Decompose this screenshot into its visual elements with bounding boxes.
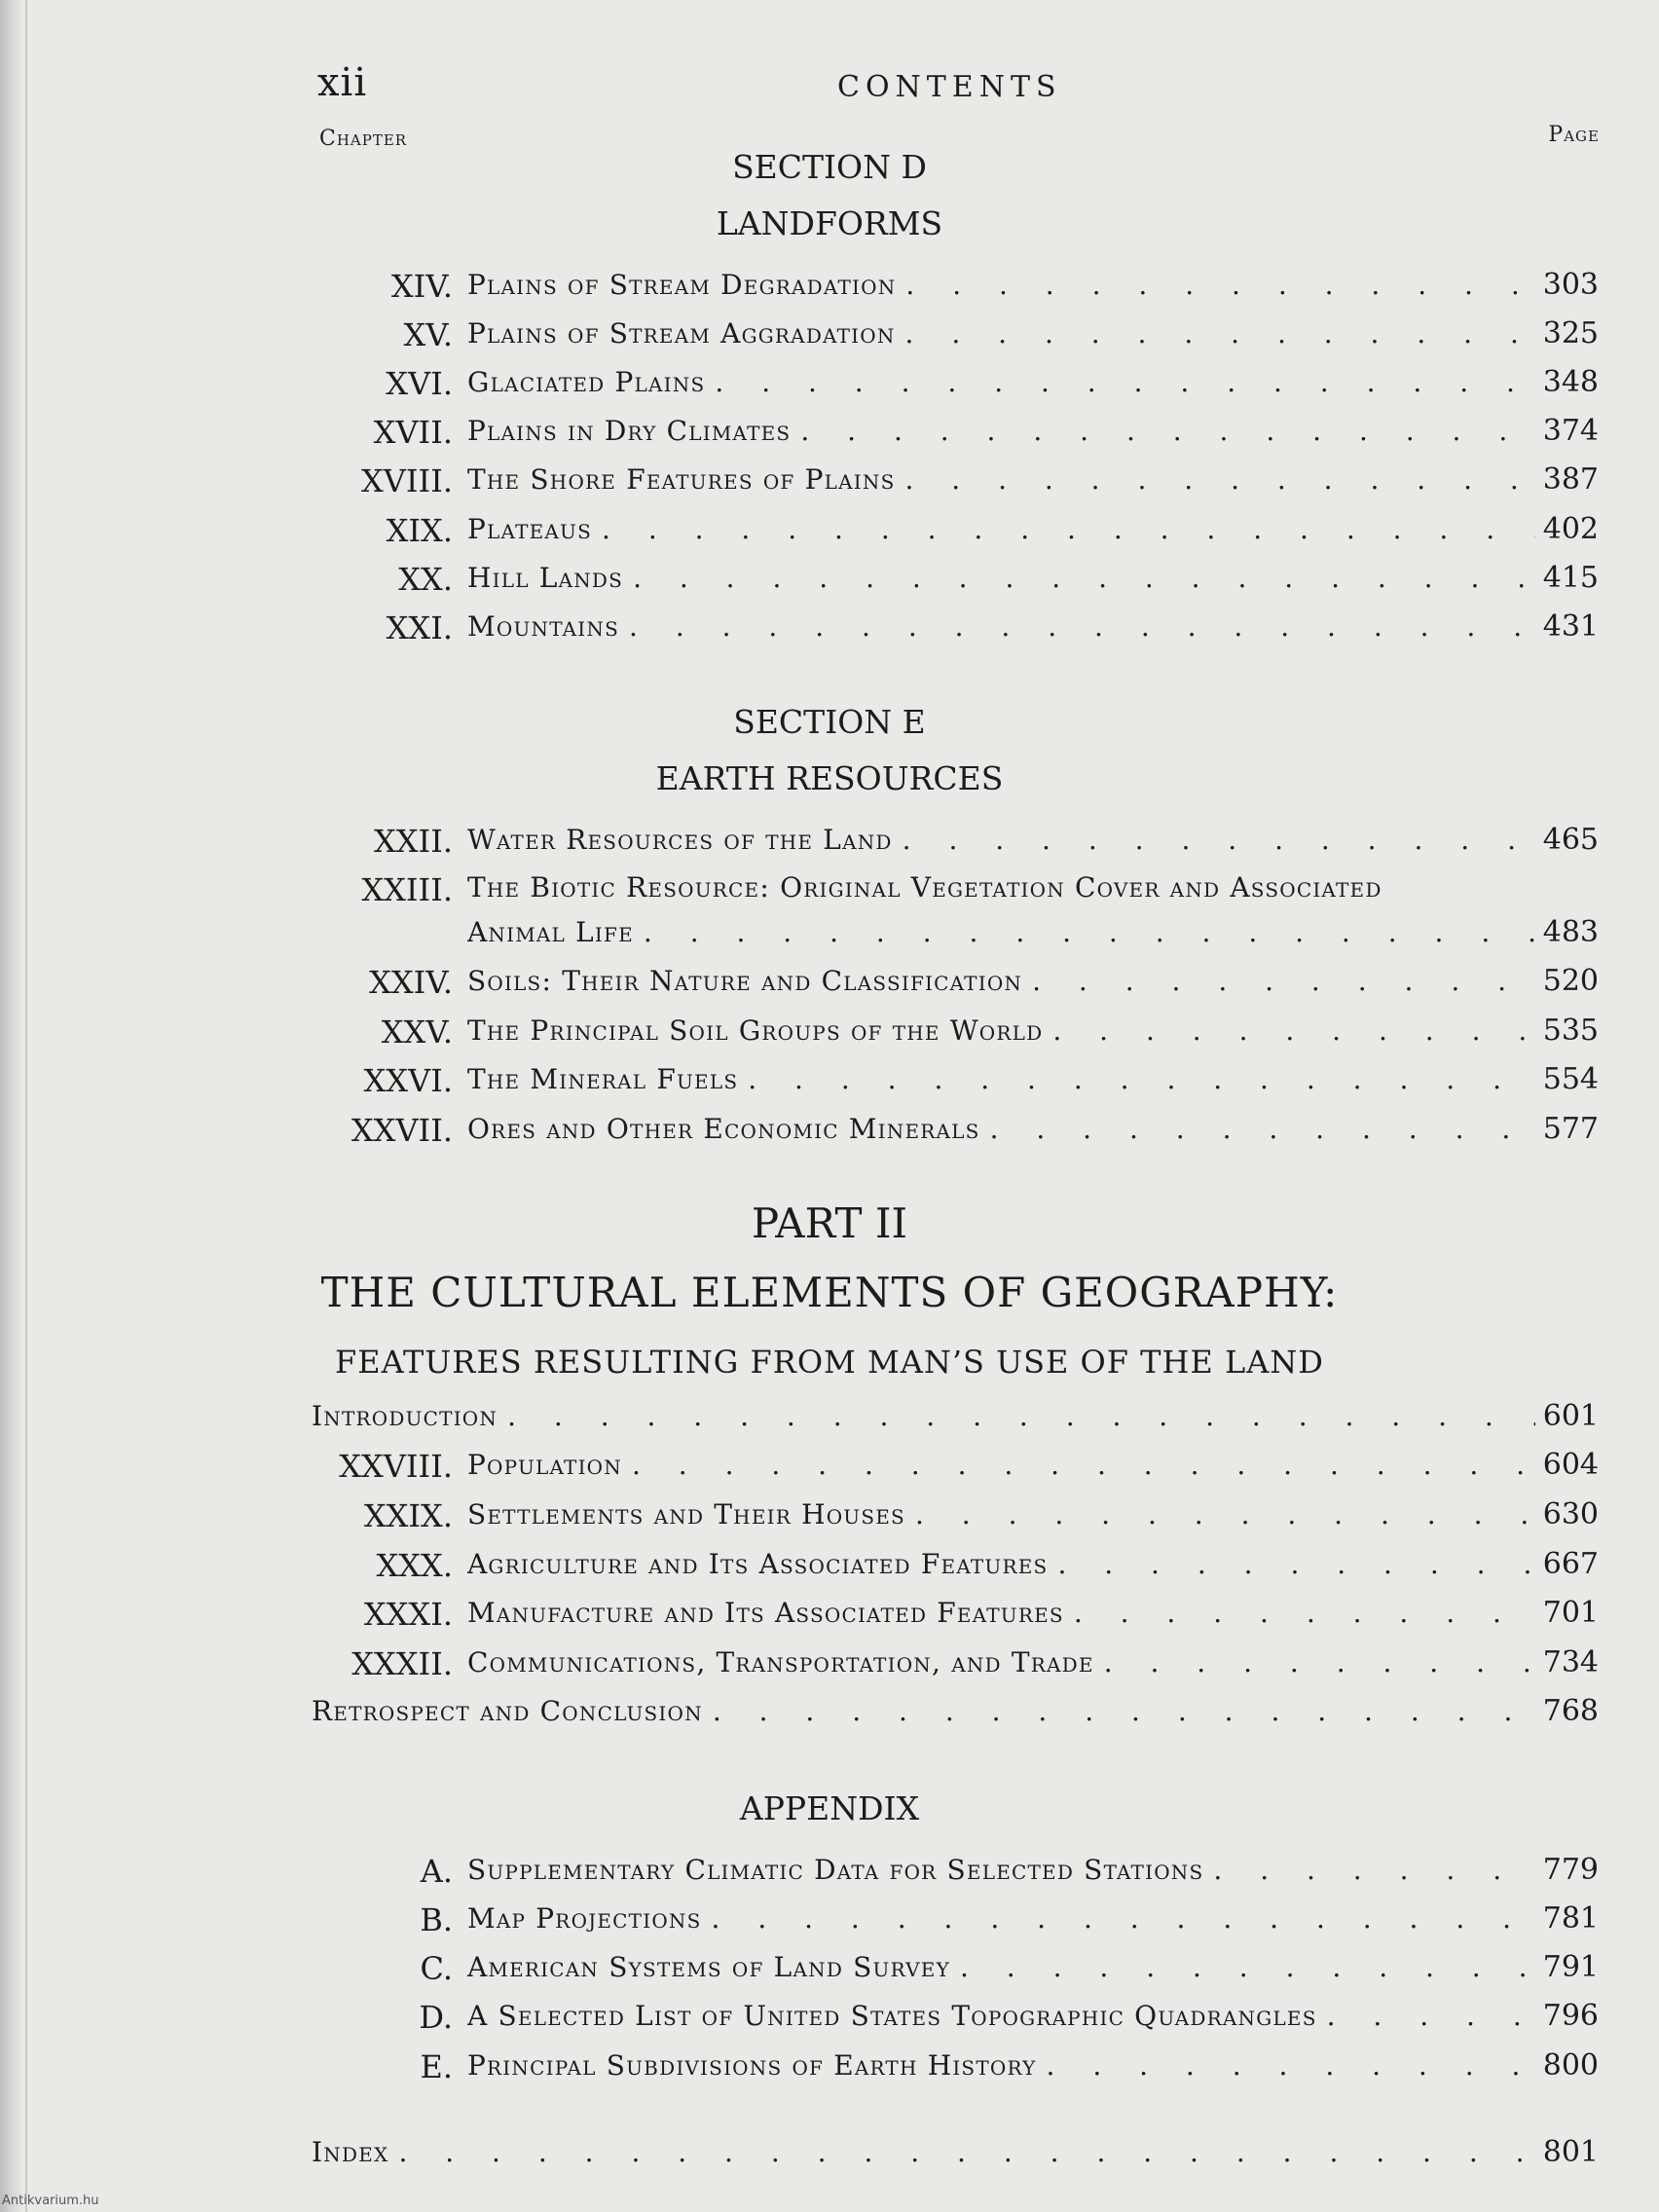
appendix-title: A Selected List of United States Topographic Quadrangles [467, 2000, 1317, 2032]
toc-entry[interactable] [0, 1645, 1659, 1688]
appendix-title: Principal Subdivisions of Earth History [467, 2049, 1037, 2082]
chapter-title: Soils: Their Nature and Classification [467, 965, 1023, 997]
leader-dots [1032, 965, 1535, 997]
toc-entry[interactable] [0, 871, 1659, 914]
chapter-title: Plateaus [467, 513, 593, 545]
chapter-number: XXVII. [350, 1112, 453, 1149]
page-ref: 630 [1542, 1497, 1599, 1531]
chapter-title: Agriculture and Its Associated Features [467, 1548, 1049, 1580]
page-column-label: Page [1548, 123, 1600, 147]
page-ref: 387 [1542, 462, 1599, 497]
chapter-title: Settlements and Their Houses [467, 1498, 905, 1530]
page-ref: 781 [1542, 1901, 1599, 1936]
chapter-title: Mountains [467, 610, 620, 643]
toc-entry[interactable] [0, 2048, 1659, 2091]
chapter-number: XXIII. [361, 871, 453, 908]
chapter-number: XXIV. [369, 964, 453, 1001]
leader-dots [712, 1902, 1535, 1935]
section-d-title: LANDFORMS [716, 204, 943, 242]
leader-dots [903, 824, 1535, 856]
chapter-number: XXV. [381, 1014, 453, 1051]
appendix-letter: E. [420, 2048, 453, 2085]
appendix-letter: D. [419, 1999, 453, 2036]
chapter-title: Plains of Stream Degradation [467, 269, 897, 301]
page-ref: 601 [1542, 1399, 1599, 1433]
leader-dots [715, 366, 1534, 398]
leader-dots [1327, 2000, 1535, 2032]
appendix-letter: A. [420, 1853, 453, 1890]
chapter-title: Communications, Transportation, and Trade [467, 1646, 1094, 1678]
page-ref: 604 [1542, 1448, 1599, 1482]
chapter-number: XXVI. [363, 1062, 453, 1099]
page-ref: 348 [1542, 365, 1599, 399]
chapter-number: XXI. [386, 609, 453, 646]
chapter-column-label: Chapter [319, 127, 408, 151]
toc-entry[interactable] [0, 561, 1659, 604]
toc-entry-introduction[interactable] [0, 1399, 1659, 1442]
leader-dots [713, 1695, 1535, 1727]
toc-entry[interactable] [0, 1596, 1659, 1639]
watermark: Antikvarium.hu [2, 2194, 99, 2208]
chapter-number: XIV. [390, 268, 453, 305]
toc-entry[interactable] [0, 268, 1659, 311]
chapter-number: XXII. [373, 823, 453, 860]
running-head: CONTENTS [837, 70, 1062, 104]
leader-dots [1052, 1014, 1534, 1047]
leader-dots [800, 415, 1534, 447]
part-ii-subtitle: FEATURES RESULTING FROM MAN’S USE OF THE LAND [335, 1344, 1324, 1381]
toc-entry[interactable] [0, 365, 1659, 408]
leader-dots [507, 1400, 1535, 1432]
leader-dots [632, 1449, 1535, 1481]
chapter-number: XVI. [386, 365, 453, 402]
chapter-number: XXXI. [363, 1596, 453, 1633]
toc-entry[interactable] [0, 609, 1659, 652]
toc-entry-retrospect[interactable] [0, 1694, 1659, 1737]
chapter-title: Plains in Dry Climates [467, 415, 792, 447]
page-ref: 374 [1542, 414, 1599, 448]
index-title: Index [312, 2136, 389, 2168]
part-ii-heading: PART II [751, 1199, 908, 1247]
part-ii-title: THE CULTURAL ELEMENTS OF GEOGRAPHY: [320, 1269, 1339, 1316]
page-ref: 791 [1542, 1950, 1599, 1984]
page-ref: 577 [1542, 1112, 1599, 1146]
chapter-title: Water Resources of the Land [467, 824, 893, 856]
chapter-title-line1: The Biotic Resource: Original Vegetation Cover and Associated [467, 871, 1382, 903]
toc-entry[interactable] [0, 964, 1659, 1007]
page-ref: 431 [1542, 609, 1599, 644]
page-ref: 801 [1542, 2135, 1599, 2169]
chapter-title: The Shore Features of Plains [467, 463, 896, 496]
chapter-number: XXXII. [351, 1645, 453, 1682]
leader-dots [748, 1063, 1534, 1095]
toc-entry[interactable] [0, 823, 1659, 866]
toc-entry[interactable] [0, 512, 1659, 555]
leader-dots [644, 916, 1535, 948]
chapter-title: Hill Lands [467, 562, 624, 594]
leader-dots [960, 1951, 1535, 1983]
toc-entry[interactable] [0, 462, 1659, 505]
page-ref: 483 [1542, 915, 1599, 949]
toc-entry[interactable] [0, 1448, 1659, 1491]
chapter-title: Animal Life [467, 916, 634, 948]
toc-entry[interactable] [0, 1853, 1659, 1896]
chapter-title: Population [467, 1449, 622, 1481]
leader-dots [905, 317, 1535, 350]
toc-entry[interactable] [0, 1112, 1659, 1155]
appendix-title: Supplementary Climatic Data for Selected Stations [467, 1854, 1204, 1886]
toc-entry[interactable] [0, 1950, 1659, 1993]
page-number: xii [317, 60, 368, 105]
leader-dots [1213, 1854, 1534, 1886]
leader-dots [990, 1113, 1535, 1145]
toc-entry[interactable] [0, 1999, 1659, 2042]
chapter-title: Manufacture and Its Associated Features [467, 1597, 1064, 1629]
page-ref: 800 [1542, 2048, 1599, 2083]
page-ref: 415 [1542, 561, 1599, 595]
appendix-heading: APPENDIX [739, 1789, 920, 1827]
chapter-title: Ores and Other Economic Minerals [467, 1113, 980, 1145]
section-d-heading: SECTION D [732, 148, 927, 186]
toc-entry[interactable] [0, 414, 1659, 457]
leader-dots [1074, 1597, 1535, 1629]
page-ref: 779 [1542, 1853, 1599, 1887]
chapter-number: XXIX. [363, 1497, 453, 1534]
page-ref: 554 [1542, 1062, 1599, 1096]
page-ref: 734 [1542, 1645, 1599, 1679]
chapter-title: The Mineral Fuels [467, 1063, 739, 1095]
chapter-number: XX. [398, 561, 453, 598]
toc-entry[interactable] [0, 1014, 1659, 1056]
toc-entry[interactable] [0, 1497, 1659, 1540]
leader-dots [602, 513, 1535, 545]
leader-dots [915, 1498, 1535, 1530]
page-ref: 768 [1542, 1694, 1599, 1728]
chapter-title: Glaciated Plains [467, 366, 706, 398]
toc-entry[interactable] [0, 1901, 1659, 1944]
page-ref: 520 [1542, 964, 1599, 998]
appendix-title: Map Projections [467, 1902, 702, 1935]
leader-dots [633, 562, 1535, 594]
page-ref: 701 [1542, 1596, 1599, 1630]
toc-entry[interactable] [0, 1062, 1659, 1105]
chapter-title: Retrospect and Conclusion [312, 1695, 703, 1727]
section-e-title: EARTH RESOURCES [655, 759, 1004, 797]
leader-dots [1057, 1548, 1534, 1580]
leader-dots [1047, 2049, 1535, 2082]
chapter-number: XXX. [376, 1547, 453, 1584]
toc-entry-index[interactable] [0, 2135, 1659, 2178]
page-ref: 402 [1542, 512, 1599, 546]
chapter-title: The Principal Soil Groups of the World [467, 1014, 1044, 1047]
chapter-number: XVII. [373, 414, 453, 451]
page-ref: 325 [1542, 316, 1599, 350]
section-e-heading: SECTION E [733, 703, 926, 741]
toc-entry-continuation[interactable] [0, 915, 1659, 958]
appendix-letter: B. [420, 1901, 453, 1938]
leader-dots [398, 2136, 1534, 2168]
chapter-number: XV. [403, 316, 453, 353]
page-ref: 465 [1542, 823, 1599, 857]
toc-entry[interactable] [0, 316, 1659, 359]
chapter-title: Plains of Stream Aggradation [467, 317, 896, 350]
page-ref: 303 [1542, 268, 1599, 302]
page-ref: 667 [1542, 1547, 1599, 1581]
chapter-number: XVIII. [361, 462, 453, 499]
appendix-title: American Systems of Land Survey [467, 1951, 950, 1983]
leader-dots [1104, 1646, 1535, 1678]
chapter-number: XIX. [386, 512, 453, 549]
leader-dots [629, 610, 1535, 643]
leader-dots [905, 269, 1534, 301]
leader-dots [904, 463, 1534, 496]
toc-entry[interactable] [0, 1547, 1659, 1590]
chapter-title: Introduction [312, 1400, 498, 1432]
page-ref: 535 [1542, 1014, 1599, 1048]
chapter-number: XXVIII. [339, 1448, 453, 1485]
page-ref: 796 [1542, 1999, 1599, 2033]
appendix-letter: C. [420, 1950, 453, 1987]
